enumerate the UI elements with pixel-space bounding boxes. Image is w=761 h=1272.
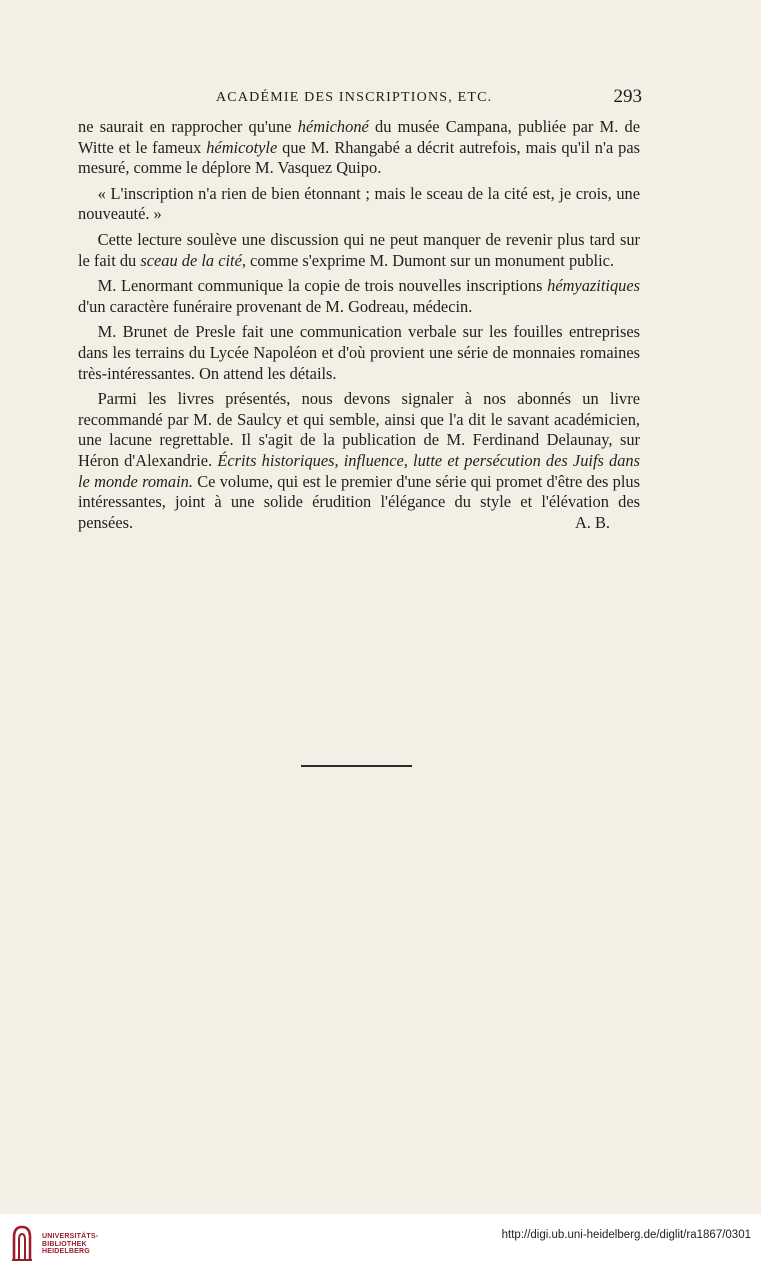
library-name (42, 1233, 98, 1256)
article-body (78, 117, 640, 538)
italic-term: sceau de la cité (140, 250, 242, 270)
section-divider-rule (301, 765, 412, 767)
text-run: M. Lenormant communique la copie de trois nouvelles inscriptions (97, 276, 548, 296)
university-library-logo-icon (10, 1223, 34, 1263)
italic-term: hémicotyle (206, 137, 278, 157)
italic-book-title: Écrits historiques, influence, lutte et persécution des Juifs dans le monde romain. (78, 450, 640, 491)
library-name-line: BIBLIOTHEK (42, 1240, 87, 1248)
text-run: M. Brunet de Presle fait une communication verbale sur les fouilles entreprises dans les terrains du Lycée Napoléon et d'où provient une série de monnaies romaines très-intéressantes. On attend les détails. (78, 322, 640, 383)
running-title: ACADÉMIE DES INSCRIPTIONS, ETC. (216, 90, 493, 105)
text-run: Cette lecture soulève une discussion qui ne peut manquer de revenir plus tard sur le fait du (78, 229, 640, 270)
paragraph-6 (78, 389, 640, 533)
paragraph-5 (78, 322, 640, 384)
text-run: d'un caractère funéraire provenant de M. Godreau, médecin. (78, 296, 473, 316)
text-run: , comme s'exprime M. Dumont sur un monument public. (241, 250, 615, 270)
text-run: Parmi les livres présentés, nous devons signaler à nos abonnés un livre recommandé par M. de Saulcy et qui semble, ainsi que l'a dit le savant académicien, une lacune regrettable. Il s'agit de la publication de M. Ferdinand Delaunay, sur Héron d'Alexandrie. (78, 389, 640, 470)
text-run: que M. Rhangabé a décrit autrefois, mais qu'il n'a pas mesuré, comme le déplore M. Vasquez Quipo. (78, 137, 640, 178)
text-run: « L'inscription n'a rien de bien étonnant ; mais le sceau de la cité est, je crois, une nouveauté. » (78, 183, 640, 224)
text-run: ne saurait en rapprocher qu'une (78, 117, 298, 136)
paragraph-4 (78, 276, 640, 317)
page-header (78, 86, 642, 112)
page-number: 293 (613, 86, 642, 107)
digitization-footer (0, 1214, 761, 1272)
italic-term: hémyazitiques (547, 276, 640, 296)
text-run: Ce volume, qui est le premier d'une série qui promet d'être des plus intéressantes, joint à une solide érudition l'élégance du style et l'élévation des pensées. (78, 471, 640, 532)
paragraph-3 (78, 230, 640, 271)
author-signature: A. B. (574, 512, 610, 532)
permalink-url[interactable]: http://digi.ub.uni-heidelberg.de/diglit/ra1867/0301 (501, 1229, 751, 1241)
text-run: du musée Campana, publiée par M. de Witte et le fameux (78, 117, 641, 157)
library-name-line: UNIVERSITÄTS- (42, 1233, 99, 1240)
italic-term: hémichoné (297, 117, 369, 136)
paragraph-2 (78, 184, 640, 225)
paragraph-1 (78, 117, 640, 179)
library-name-line: HEIDELBERG (42, 1248, 90, 1255)
